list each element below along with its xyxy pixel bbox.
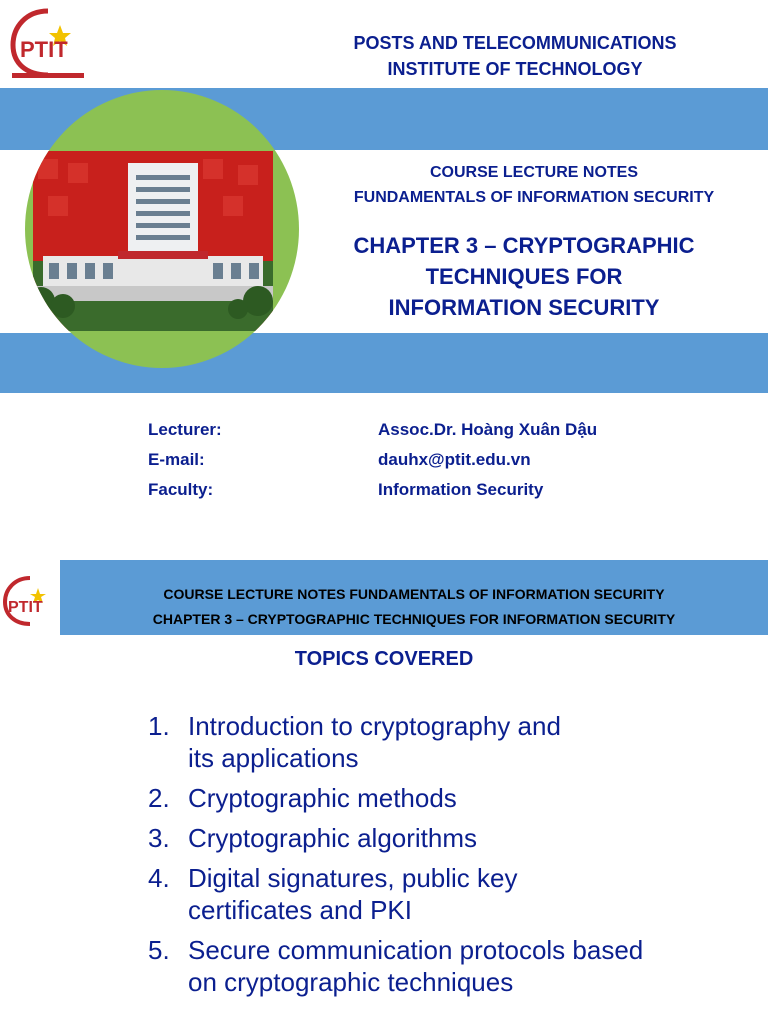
course-title-line1: COURSE LECTURE NOTES (429, 164, 638, 181)
header-line1: COURSE LECTURE NOTES FUNDAMENTALS OF INFORMATION SECURITY (163, 586, 665, 602)
header-line2: CHAPTER 3 – CRYPTOGRAPHIC TECHNIQUES FOR INFORMATION SECURITY (152, 611, 676, 627)
institute-name-line2: INSTITUTE OF TECHNOLOGY (387, 59, 643, 79)
lecturer-label: Lecturer: (148, 420, 222, 439)
topic-item (148, 862, 748, 926)
topic-number: 3. (148, 823, 170, 853)
slide-separator (0, 545, 768, 560)
chapter-title-line3: INFORMATION SECURITY (388, 295, 660, 320)
topic-item (148, 934, 748, 998)
chapter-title-line1: CHAPTER 3 – CRYPTOGRAPHIC (353, 233, 695, 258)
topic-number: 4. (148, 863, 170, 893)
topic-text-line2: on cryptographic techniques (188, 967, 514, 997)
email-value: dauhx@ptit.edu.vn (378, 450, 531, 469)
topic-text-line1: Introduction to cryptography and (188, 711, 561, 741)
topic-item (148, 710, 748, 774)
chapter-title-line2: TECHNIQUES FOR (425, 264, 623, 289)
topic-text-line1: Cryptographic algorithms (188, 823, 478, 853)
institute-name-line1: POSTS AND TELECOMMUNICATIONS (353, 33, 677, 53)
topic-item (148, 782, 748, 814)
email-label: E-mail: (148, 450, 205, 469)
topic-text-line2: certificates and PKI (188, 895, 412, 925)
topic-item (148, 822, 748, 854)
topic-number: 1. (148, 711, 170, 741)
faculty-value: Information Security (378, 480, 544, 499)
lecturer-value: Assoc.Dr. Hoàng Xuân Dậu (378, 420, 598, 439)
course-title-line2: FUNDAMENTALS OF INFORMATION SECURITY (353, 189, 715, 206)
topic-text-line1: Cryptographic methods (188, 783, 457, 813)
logo-text-small: PTIT (8, 599, 43, 616)
topics-title: TOPICS COVERED (294, 648, 474, 670)
topic-text-line1: Secure communication protocols based (188, 935, 644, 965)
topic-text-line2: its applications (188, 743, 359, 773)
topic-number: 2. (148, 783, 170, 813)
topic-text-line1: Digital signatures, public key (188, 863, 518, 893)
topics-list (148, 710, 748, 1006)
building-photo-circle (25, 90, 299, 368)
ptit-logo-small (2, 574, 58, 628)
ptit-logo (8, 5, 88, 80)
topic-number: 5. (148, 935, 170, 965)
faculty-label: Faculty: (148, 480, 214, 499)
logo-text: PTIT (20, 37, 68, 62)
topics-slide (0, 560, 768, 1024)
building-photo (33, 151, 273, 331)
